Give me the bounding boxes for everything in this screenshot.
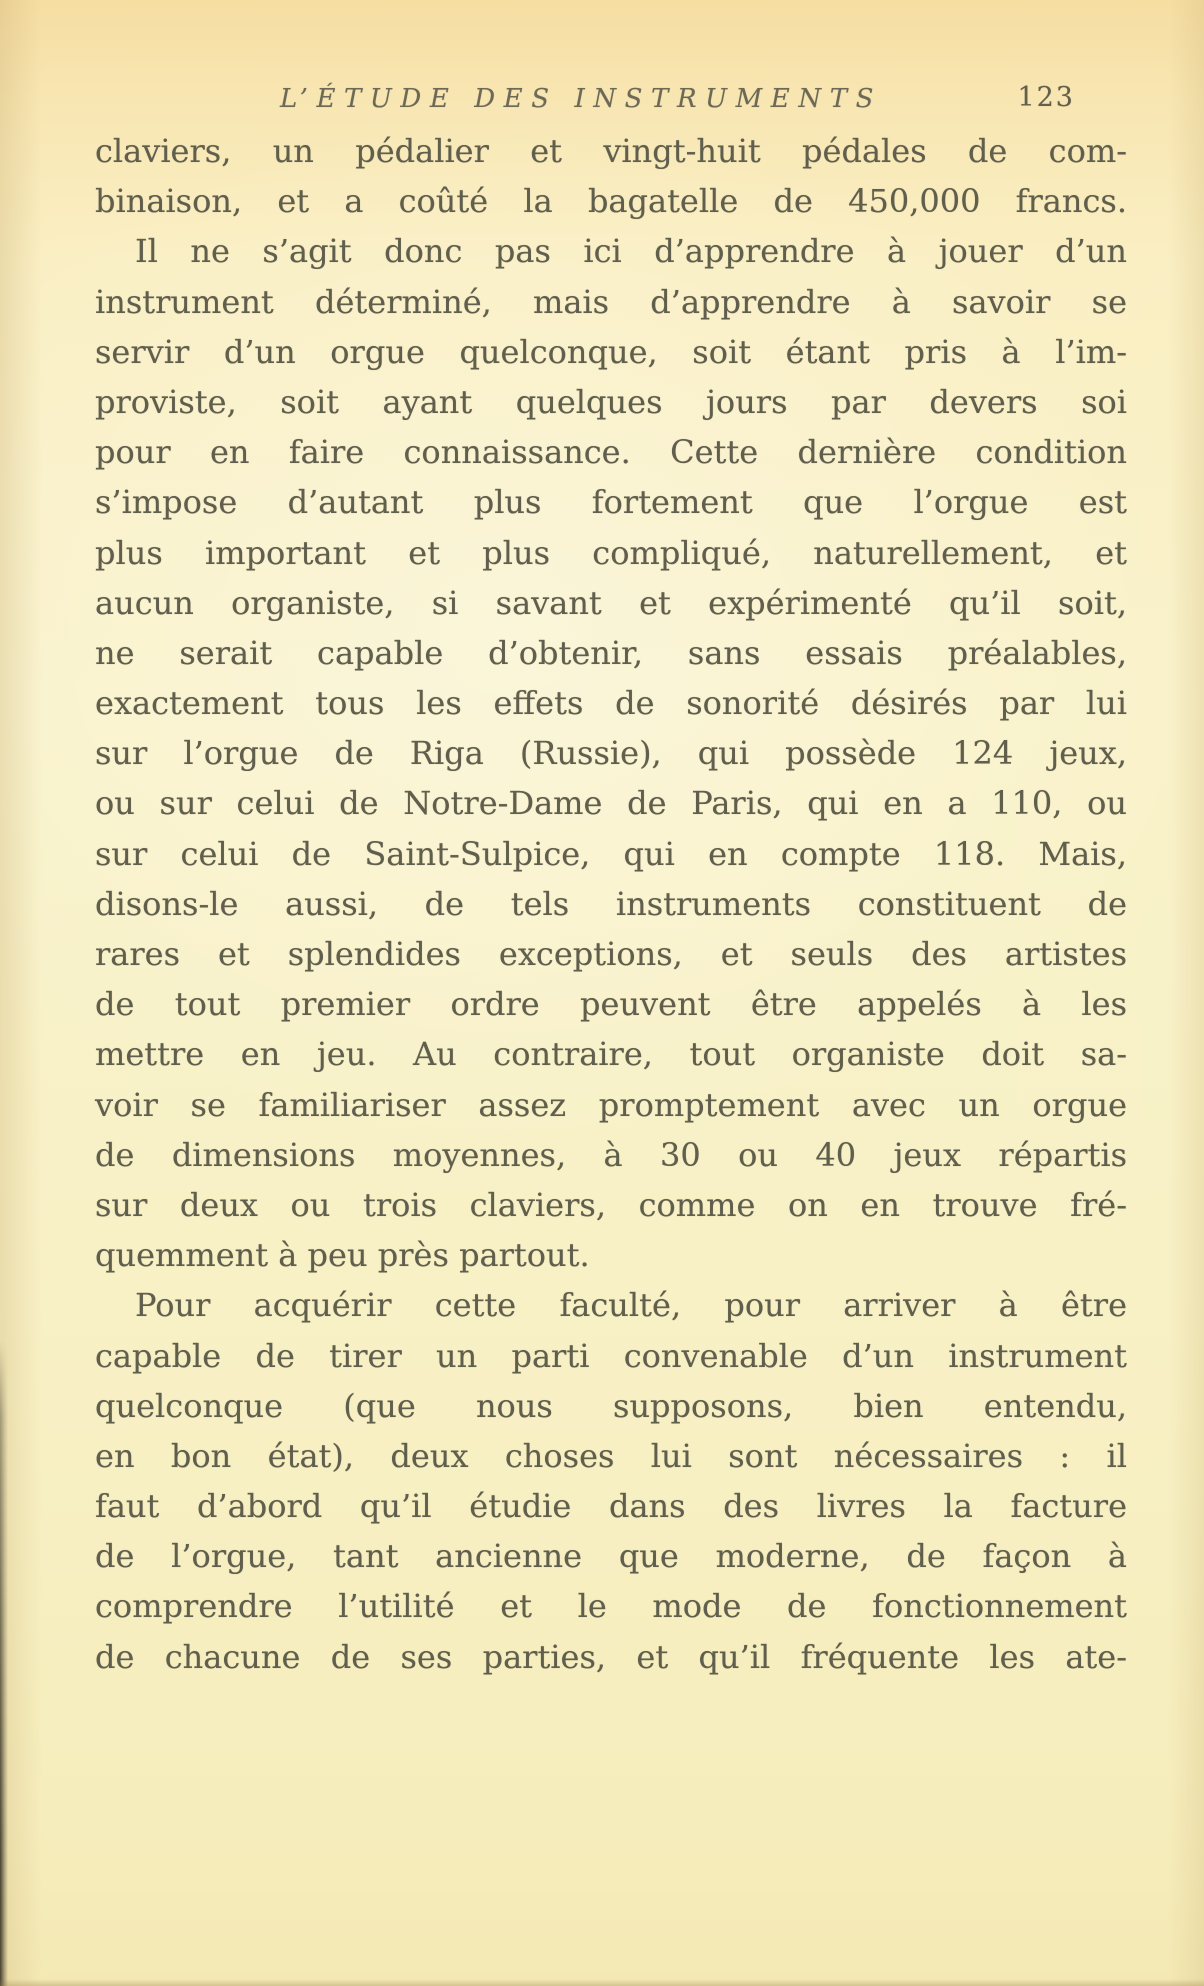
text-line: claviers, un pédalier et vingt-huit pédales de com-: [95, 132, 1127, 170]
text-line: mettre en jeu. Au contraire, tout organiste doit sa-: [95, 1035, 1127, 1074]
text-line: Pour acquérir cette faculté, pour arriver à être: [135, 1286, 1127, 1325]
text-line: proviste, soit ayant quelques jours par devers soi: [95, 382, 1127, 421]
text-line: faut d’abord qu’il étudie dans des livres la facture: [95, 1487, 1127, 1526]
text-block: [95, 126, 1127, 1682]
running-title: L’ÉTUDE DES INSTRUMENTS: [279, 84, 883, 114]
text-line: exactement tous les effets de sonorité désirés par lui: [95, 684, 1127, 723]
text-line: capable de tirer un parti convenable d’un instrument: [95, 1336, 1127, 1375]
text-line: rares et splendides exceptions, et seuls des artistes: [95, 935, 1127, 973]
paragraph: [95, 226, 1127, 1280]
text-line: de chacune de ses parties, et qu’il fréquente les ate-: [95, 1637, 1127, 1676]
text-line: Il ne s’agit donc pas ici d’apprendre à jouer d’un: [135, 232, 1127, 271]
text-line: en bon état), deux choses lui sont nécessaires : il: [95, 1436, 1127, 1475]
paragraph: [95, 126, 1127, 226]
text-line: de dimensions moyennes, à 30 ou 40 jeux répartis: [95, 1135, 1127, 1174]
text-line: plus important et plus compliqué, naturellement, et: [95, 533, 1127, 572]
text-line: quemment à peu près partout.: [95, 1236, 590, 1275]
text-line: sur celui de Saint-Sulpice, qui en compte 118. Mais,: [95, 834, 1127, 873]
text-line: s’impose d’autant plus fortement que l’orgue est: [95, 483, 1127, 522]
page-bottom-shadow: [0, 1979, 1204, 1986]
text-line: instrument déterminé, mais d’apprendre à savoir se: [95, 282, 1127, 321]
text-line: pour en faire connaissance. Cette dernière condition: [95, 433, 1127, 472]
page-header: [95, 84, 1127, 126]
text-line: comprendre l’utilité et le mode de fonctionnement: [95, 1587, 1127, 1626]
text-line: voir se familiariser assez promptement avec un orgue: [95, 1085, 1127, 1124]
text-line: binaison, et a coûté la bagatelle de 450,000 francs.: [95, 182, 1127, 221]
text-line: quelconque (que nous supposons, bien entendu,: [95, 1386, 1127, 1425]
text-line: aucun organiste, si savant et expérimenté qu’il soit,: [95, 583, 1127, 622]
text-line: sur l’orgue de Riga (Russie), qui possède 124 jeux,: [95, 734, 1127, 773]
text-line: sur deux ou trois claviers, comme on en trouve fré-: [95, 1185, 1127, 1224]
text-line: servir d’un orgue quelconque, soit étant pris à l’im-: [95, 332, 1127, 371]
page-number: 123: [1017, 82, 1075, 113]
text-line: ne serait capable d’obtenir, sans essais préalables,: [95, 633, 1127, 672]
text-line: ou sur celui de Notre-Dame de Paris, qui en a 110, ou: [95, 784, 1127, 823]
text-line: disons-le aussi, de tels instruments constituent de: [95, 884, 1127, 923]
binding-edge-artifact: [0, 1340, 8, 1986]
text-line: de l’orgue, tant ancienne que moderne, de façon à: [95, 1537, 1127, 1576]
text-line: de tout premier ordre peuvent être appelés à les: [95, 985, 1127, 1024]
paragraph: [95, 1280, 1127, 1682]
